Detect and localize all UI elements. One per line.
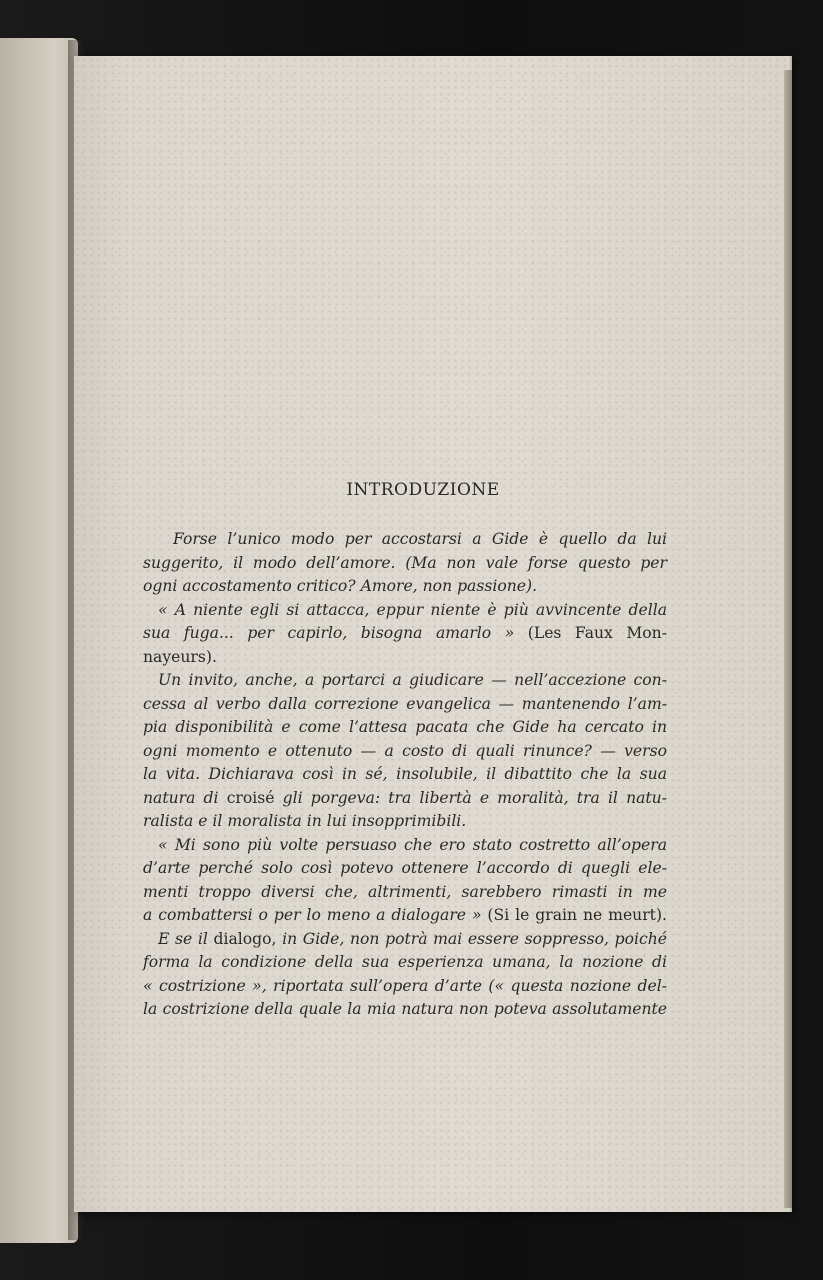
text-line	[143, 693, 667, 717]
text-segment: (Les Faux Mon-	[527, 624, 667, 642]
text-segment: (Si le grain ne meurt).	[487, 906, 667, 924]
left-page-edge	[0, 38, 78, 1243]
text-segment: in Gide, non potrà mai essere soppresso, poiché	[282, 929, 667, 948]
text-line	[143, 928, 667, 952]
text-line	[143, 975, 667, 999]
text-segment: natura di	[143, 788, 227, 807]
text-segment: sua fuga... per capirlo, bisogna amarlo »	[143, 624, 528, 642]
text-line	[143, 904, 667, 928]
text-segment: croisé	[226, 788, 283, 807]
text-line	[143, 787, 667, 811]
text-line	[143, 552, 667, 576]
text-segment: dialogo,	[213, 929, 283, 948]
text-segment: cessa al verbo dalla correzione evangelica — mantenendo l’am-	[143, 694, 667, 713]
text-line	[143, 998, 667, 1022]
text-line	[143, 834, 667, 858]
text-line	[143, 646, 667, 670]
text-segment: la costrizione della quale la mia natura non poteva assolutamente	[143, 1000, 667, 1018]
text-line	[143, 810, 667, 834]
text-segment: suggerito, il modo dell’amore. (Ma non vale forse questo per	[143, 553, 667, 572]
text-segment: nayeurs).	[143, 647, 217, 666]
text-segment: pia disponibilità e come l’attesa pacata che Gide ha cercato in	[143, 718, 667, 736]
text-line	[143, 528, 667, 552]
text-segment: menti troppo diversi che, altrimenti, sarebbero rimasti in me	[143, 882, 667, 901]
text-line	[143, 763, 667, 787]
text-line	[143, 951, 667, 975]
text-segment: « Mi sono più volte persuaso che ero stato costretto all’opera	[158, 835, 667, 854]
text-segment: « A niente egli si attacca, eppur niente è più avvincente della	[158, 600, 667, 619]
text-segment: E se il	[158, 929, 214, 948]
text-line	[143, 669, 667, 693]
text-segment: Un invito, anche, a portarci a giudicare — nell’accezione con-	[158, 671, 667, 689]
text-segment: d’arte perché solo così potevo ottenere l’accordo di quegli ele-	[143, 859, 667, 877]
text-line	[143, 575, 667, 599]
text-segment: forma la condizione della sua esperienza umana, la nozione di	[143, 953, 667, 971]
text-segment: la vita. Dichiarava così in sé, insolubile, il dibattito che la sua	[143, 765, 667, 783]
text-segment: ogni momento e ottenuto — a costo di quali rinunce? — verso	[143, 741, 667, 760]
text-segment: ogni accostamento critico? Amore, non passione).	[143, 577, 538, 595]
text-segment: ralista e il moralista in lui insopprimibili.	[143, 812, 467, 830]
text-line	[143, 622, 667, 646]
text-line	[143, 716, 667, 740]
text-segment: Forse l’unico modo per accostarsi a Gide è quello da lui	[173, 530, 667, 548]
chapter-heading: INTRODUZIONE	[346, 480, 500, 500]
text-line	[143, 599, 667, 623]
page-edge-shadow	[784, 70, 792, 1208]
text-segment: a combattersi o per lo meno a dialogare »	[143, 906, 488, 924]
text-segment: gli porgeva: tra libertà e moralità, tra il natu-	[282, 788, 667, 807]
text-segment: « costrizione », riportata sull’opera d’arte (« questa nozione del-	[143, 976, 667, 995]
text-line	[143, 740, 667, 764]
text-line	[143, 881, 667, 905]
body-text	[143, 528, 667, 1022]
text-line	[143, 857, 667, 881]
